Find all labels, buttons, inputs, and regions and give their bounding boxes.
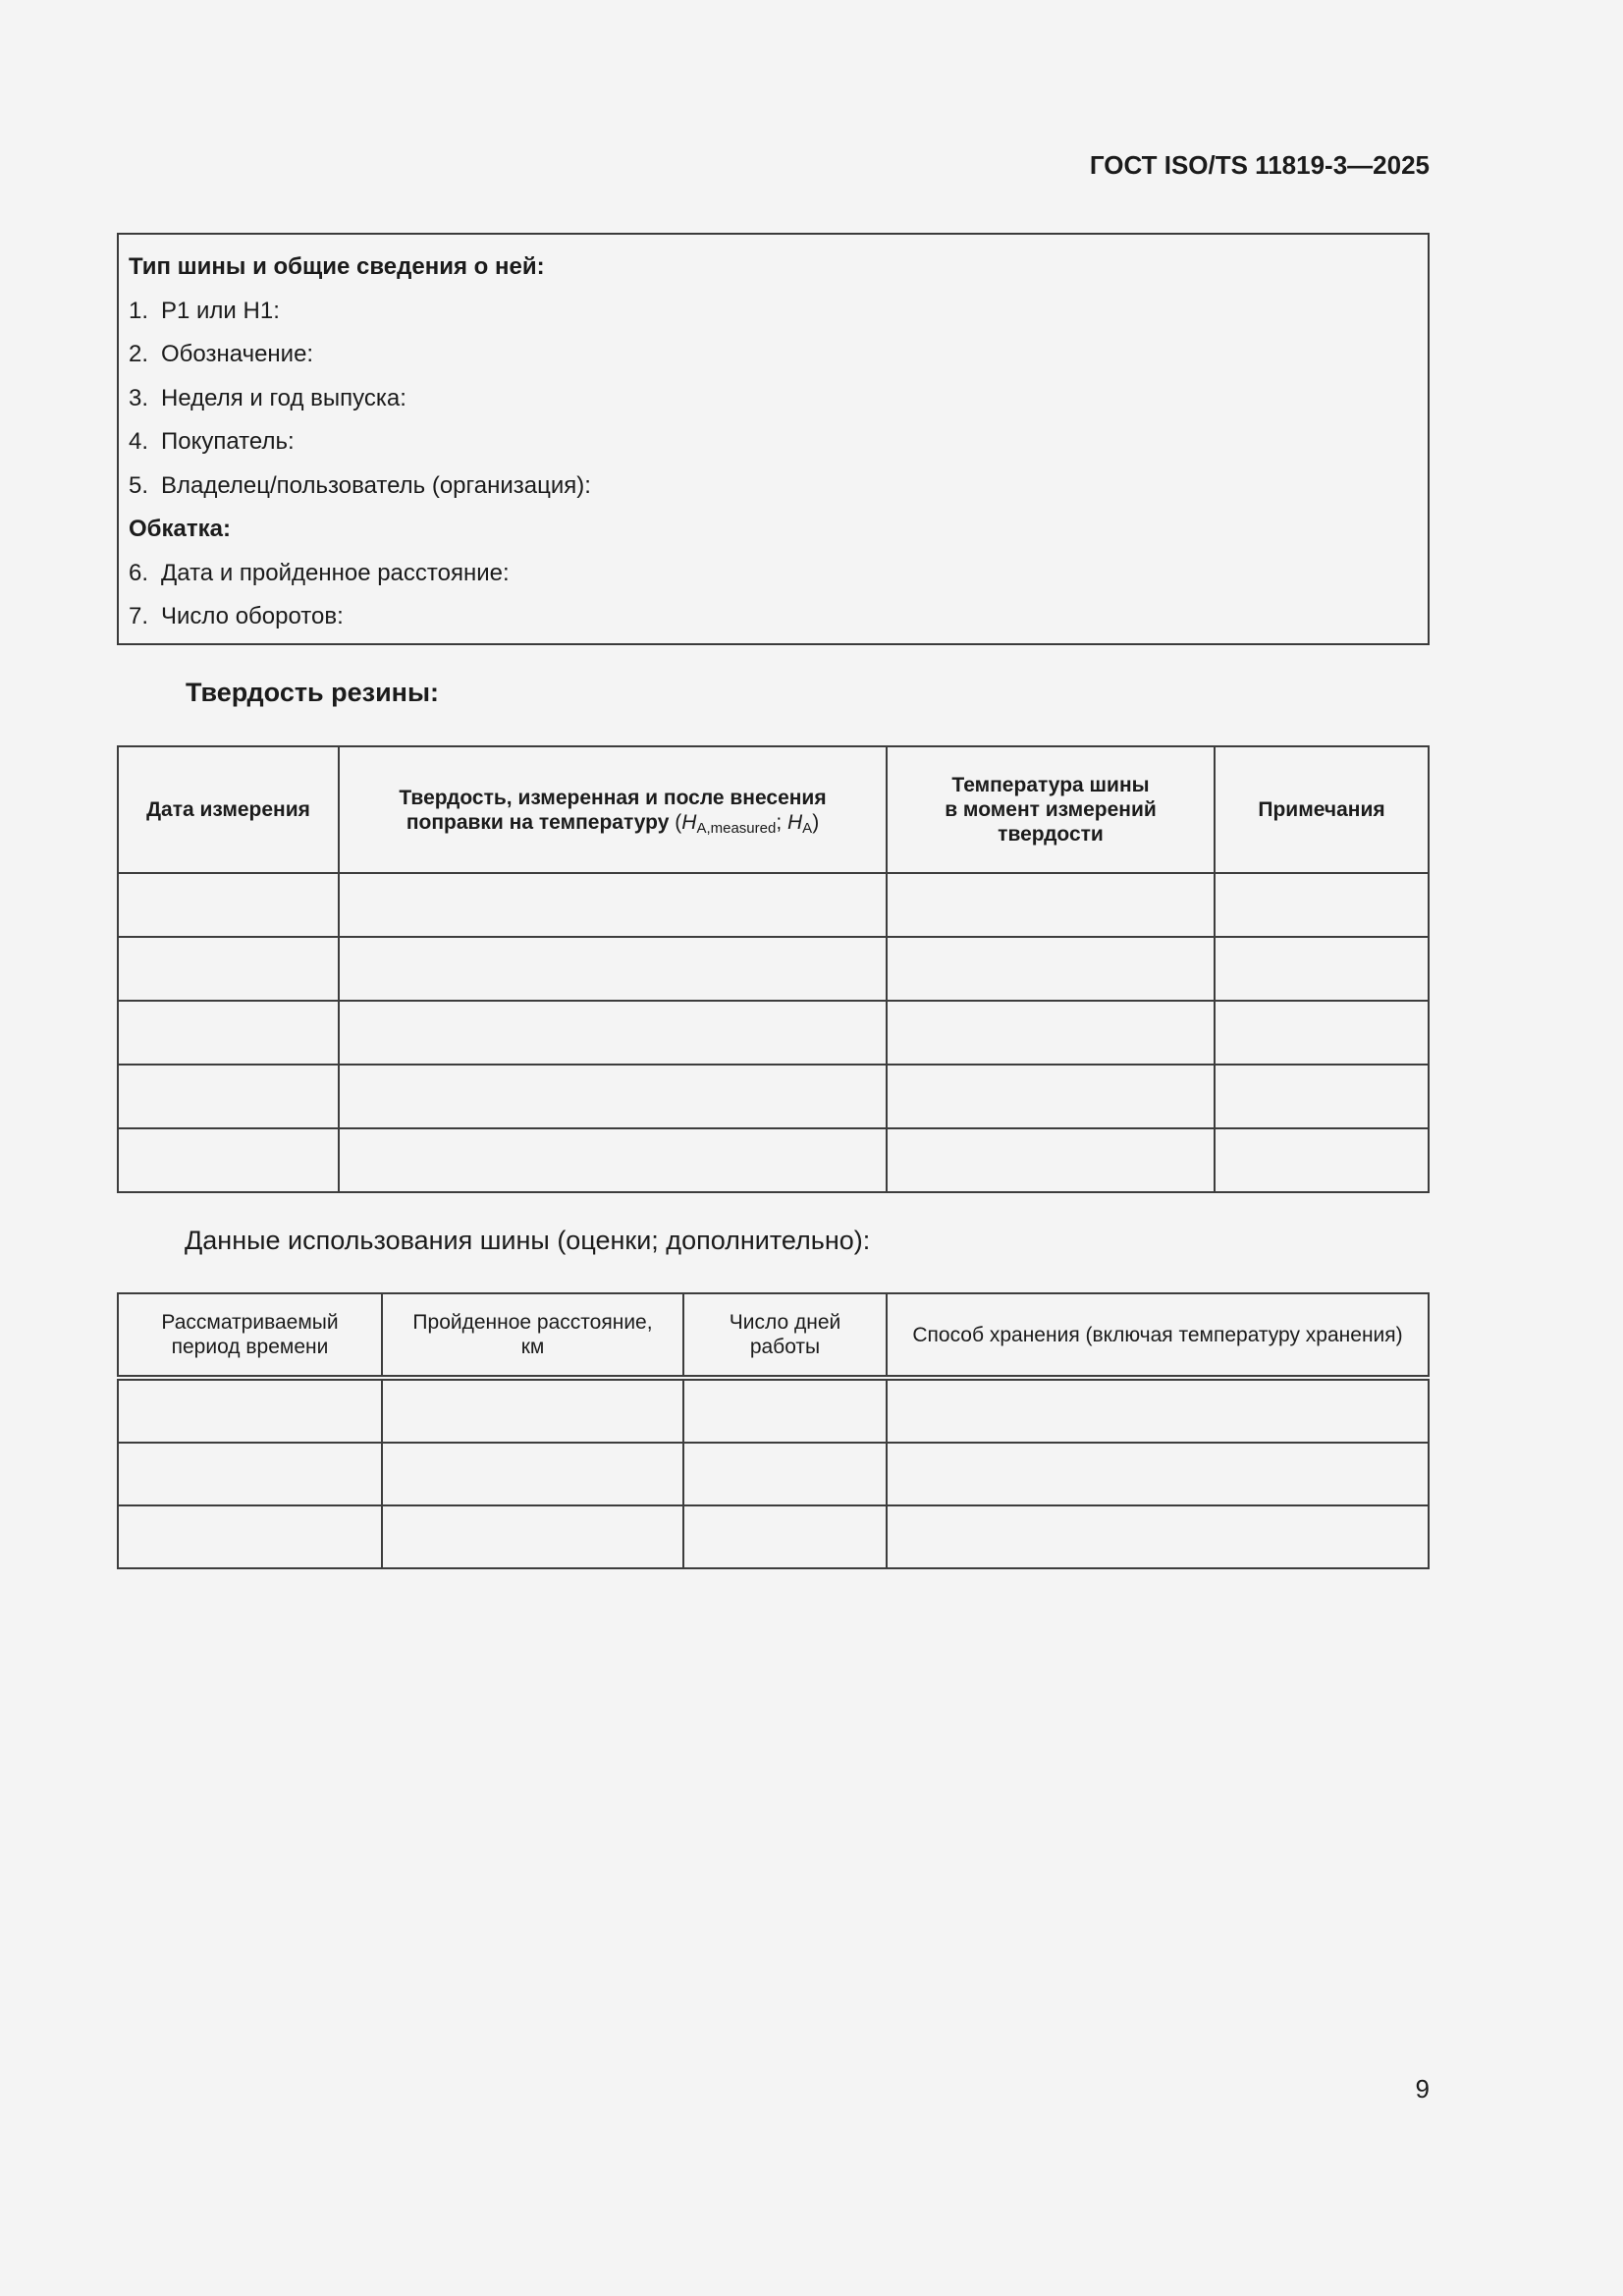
item-label: Владелец/пользователь (организация): [161, 471, 591, 499]
table-row [118, 1378, 1429, 1443]
item-number: 4. [129, 428, 149, 455]
header-days: Число дней работы [683, 1293, 887, 1378]
table-cell [339, 1128, 887, 1192]
open-paren: ( [675, 810, 682, 834]
table-header-row [118, 1293, 1429, 1378]
item-label: Дата и пройденное расстояние: [161, 559, 510, 586]
item-label: Покупатель: [161, 428, 295, 455]
subscript-measured: A,measured [696, 819, 777, 837]
list-item [129, 420, 1418, 465]
header-notes: Примечания [1215, 746, 1429, 873]
table-cell [683, 1378, 887, 1443]
table-cell [382, 1378, 683, 1443]
symbol-h: H [787, 810, 803, 834]
tire-info-box [117, 233, 1430, 645]
table-cell [683, 1505, 887, 1568]
table-row [118, 1443, 1429, 1505]
header-measurement-date: Дата измерения [118, 746, 339, 873]
table-header-row [118, 746, 1429, 873]
table-cell [887, 873, 1215, 937]
table-cell [339, 1065, 887, 1128]
item-number: 7. [129, 603, 149, 629]
separator: ; [776, 810, 783, 834]
header-storage: Способ хранения (включая температуру хранения) [887, 1293, 1429, 1378]
table-cell [382, 1443, 683, 1505]
header-hardness-line2: поправки на температуру [406, 810, 670, 834]
hardness-section-title: Твердость резины: [186, 678, 440, 707]
page-number: 9 [1415, 2074, 1430, 2104]
header-hardness-line1: Твердость, измеренная и после внесения [399, 786, 827, 809]
table-cell [118, 1128, 339, 1192]
table-row [118, 1065, 1429, 1128]
table-row [118, 1505, 1429, 1568]
usage-section-title: Данные использования шины (оценки; дополнительно): [185, 1226, 871, 1255]
list-item [129, 290, 1418, 334]
table-cell [1215, 1128, 1429, 1192]
item-number: 6. [129, 559, 149, 586]
run-in-title: Обкатка: [129, 516, 231, 542]
table-cell [118, 1001, 339, 1065]
table-cell [339, 1001, 887, 1065]
item-label: P1 или H1: [161, 297, 280, 324]
table-cell [887, 1128, 1215, 1192]
usage-table [117, 1292, 1430, 1569]
hardness-table [117, 745, 1430, 1193]
table-cell [118, 873, 339, 937]
symbol-h: H [681, 810, 697, 834]
table-cell [887, 1443, 1429, 1505]
list-item [129, 333, 1418, 377]
close-paren: ) [812, 810, 820, 834]
item-number: 2. [129, 341, 149, 367]
table-cell [1215, 937, 1429, 1001]
table-row [118, 1128, 1429, 1192]
item-label: Неделя и год выпуска: [161, 384, 406, 411]
list-item [129, 595, 1418, 639]
item-number: 5. [129, 471, 149, 499]
header-period: Рассматриваемый период времени [118, 1293, 382, 1378]
table-cell [1215, 1001, 1429, 1065]
table-cell [118, 1065, 339, 1128]
item-number: 3. [129, 384, 149, 411]
table-cell [382, 1505, 683, 1568]
table-row [118, 1001, 1429, 1065]
table-cell [118, 1443, 382, 1505]
list-item [129, 465, 1418, 509]
item-number: 1. [129, 297, 149, 324]
list-item [129, 377, 1418, 421]
table-cell [1215, 873, 1429, 937]
header-tire-temperature: Температура шины в момент измерений твердости [887, 746, 1215, 873]
table-cell [887, 937, 1215, 1001]
item-label: Число оборотов: [161, 603, 344, 629]
table-cell [683, 1443, 887, 1505]
header-hardness [339, 746, 887, 873]
header-distance: Пройденное расстояние, км [382, 1293, 683, 1378]
table-cell [1215, 1065, 1429, 1128]
table-row [118, 937, 1429, 1001]
table-cell [339, 937, 887, 1001]
list-item [129, 552, 1418, 596]
table-cell [118, 1505, 382, 1568]
table-cell [887, 1505, 1429, 1568]
document-header: ГОСТ ISO/TS 11819-3—2025 [1089, 150, 1430, 180]
table-cell [339, 873, 887, 937]
table-row [118, 873, 1429, 937]
table-cell [887, 1001, 1215, 1065]
table-cell [118, 937, 339, 1001]
table-cell [887, 1065, 1215, 1128]
tire-info-title: Тип шины и общие сведения о ней: [129, 253, 545, 280]
table-cell [118, 1378, 382, 1443]
item-label: Обозначение: [161, 341, 314, 367]
subscript-a: A [802, 819, 813, 837]
table-cell [887, 1378, 1429, 1443]
